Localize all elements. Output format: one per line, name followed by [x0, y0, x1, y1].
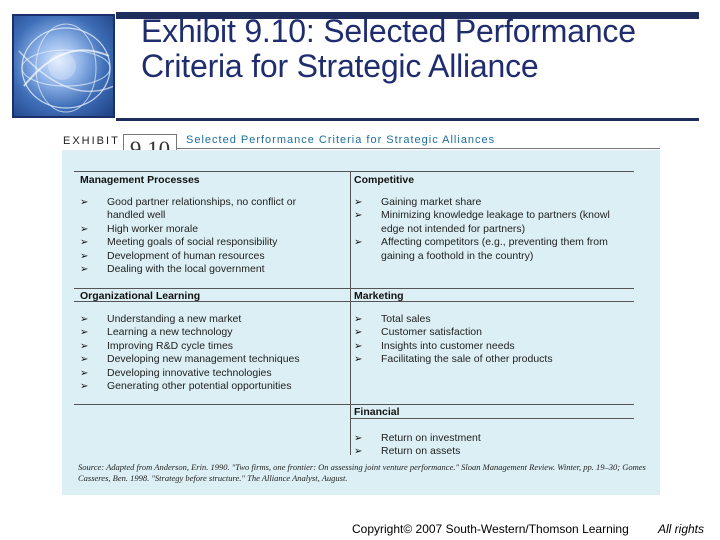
list-item: ➢ Insights into customer needs	[354, 339, 515, 352]
table-top-rule	[74, 171, 634, 172]
list-item: ➢ Return on assets	[354, 445, 461, 458]
list-item: edge not intended for partners)	[381, 222, 526, 235]
section-title-management: Management Processes	[80, 174, 200, 186]
list-item: ➢ Generating other potential opportunities	[80, 380, 292, 393]
arrow-bullet-icon: ➢	[354, 237, 363, 249]
list-item: ➢ Gaining market share	[354, 196, 482, 208]
list-item: ➢ Customer satisfaction	[354, 326, 482, 339]
row-rule-4	[350, 418, 634, 419]
exhibit-heading: Selected Performance Criteria for Strategic Alliances	[186, 134, 496, 146]
list-item: ➢ Good partner relationships, no conflict or	[80, 196, 297, 208]
arrow-bullet-icon: ➢	[80, 250, 89, 262]
competitive-list	[354, 196, 610, 263]
list-item: ➢ Affecting competitors (e.g., preventing them from	[354, 236, 608, 249]
list-item: ➢ Minimizing knowledge leakage to partners (knowl	[354, 209, 610, 222]
arrow-bullet-icon: ➢	[354, 314, 363, 325]
section-title-competitive: Competitive	[354, 174, 415, 186]
financial-list	[354, 432, 481, 459]
rights-notice: All rights	[658, 522, 705, 536]
row-rule-1	[74, 288, 634, 289]
list-item: ➢ Meeting goals of social responsibility	[80, 236, 278, 249]
list-item: gaining a foothold in the country)	[381, 249, 534, 262]
management-list	[80, 196, 296, 276]
arrow-bullet-icon: ➢	[354, 210, 363, 222]
list-item: ➢ Developing innovative technologies	[80, 366, 272, 379]
exhibit-heading-rule	[176, 148, 660, 149]
arrow-bullet-icon: ➢	[80, 340, 89, 352]
list-item: ➢ Development of human resources	[80, 249, 265, 262]
section-title-learning: Organizational Learning	[80, 290, 201, 302]
arrow-bullet-icon: ➢	[354, 327, 363, 339]
arrow-bullet-icon: ➢	[80, 367, 89, 379]
title-bottom-rule	[116, 118, 699, 121]
arrow-bullet-icon: ➢	[354, 340, 363, 352]
section-title-marketing: Marketing	[354, 290, 404, 302]
marketing-list	[354, 313, 553, 367]
list-item: ➢ Understanding a new market	[80, 313, 242, 325]
exhibit-table-panel	[62, 150, 660, 495]
arrow-bullet-icon: ➢	[80, 381, 89, 393]
arrow-bullet-icon: ➢	[80, 314, 89, 325]
globe-logo	[12, 14, 115, 118]
arrow-bullet-icon: ➢	[80, 223, 89, 235]
row-rule-3	[74, 404, 634, 405]
list-item: handled well	[107, 209, 166, 222]
learning-list	[80, 313, 300, 393]
arrow-bullet-icon: ➢	[80, 264, 89, 276]
source-citation: Source: Adapted from Anderson, Erin. 1990. "Two firms, one frontier: On assessing joint venture performance." Sloan Management Review. Winter, pp. 19–30; Gomes Casseres, Ben. 1998. "Strategy before structure." The Alliance Analyst, August.	[78, 462, 646, 483]
arrow-bullet-icon: ➢	[354, 354, 363, 366]
arrow-bullet-icon: ➢	[80, 354, 89, 366]
list-item: ➢ Improving R&D cycle times	[80, 339, 234, 352]
slide-title: Exhibit 9.10: Selected Performance Criteria for Strategic Alliance	[141, 13, 636, 84]
list-item: ➢ Total sales	[354, 313, 431, 325]
list-item: ➢ Return on investment	[354, 432, 481, 444]
column-divider	[350, 171, 351, 455]
list-item: ➢ Developing new management techniques	[80, 353, 300, 366]
section-title-financial: Financial	[354, 406, 400, 418]
copyright-notice: Copyright© 2007 South-Western/Thomson Learning	[352, 522, 629, 536]
arrow-bullet-icon: ➢	[80, 327, 89, 339]
list-item: ➢ High worker morale	[80, 222, 199, 235]
list-item: ➢ Facilitating the sale of other products	[354, 353, 553, 366]
arrow-bullet-icon: ➢	[354, 446, 363, 458]
globe-graphic	[14, 16, 115, 118]
list-item: ➢ Learning a new technology	[80, 326, 233, 339]
exhibit-label: EXHIBIT	[63, 135, 120, 147]
list-item: ➢ Dealing with the local government	[80, 263, 265, 276]
arrow-bullet-icon: ➢	[80, 237, 89, 249]
arrow-bullet-icon: ➢	[354, 433, 363, 444]
arrow-bullet-icon: ➢	[354, 197, 363, 208]
arrow-bullet-icon: ➢	[80, 197, 89, 208]
